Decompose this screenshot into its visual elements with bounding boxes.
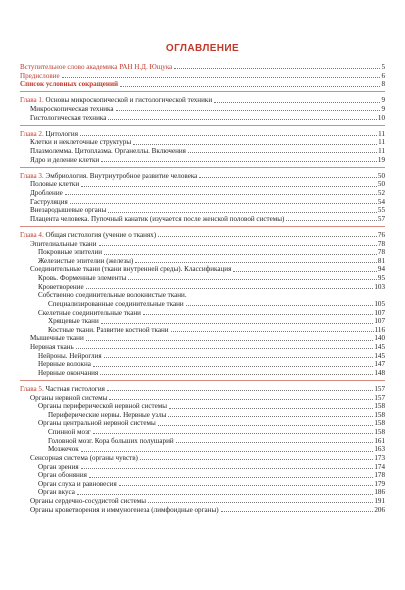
- dot-leader: [169, 408, 373, 409]
- dot-leader: [233, 271, 377, 272]
- dot-leader: [76, 348, 374, 349]
- dot-leader: [186, 305, 374, 306]
- toc-page-number: 11: [378, 138, 385, 147]
- dot-leader: [65, 194, 377, 195]
- dot-leader: [133, 144, 377, 145]
- toc-page-number: 157: [374, 393, 385, 402]
- toc-page-number: 158: [374, 410, 385, 419]
- toc-entry-title: Орган вкуса: [38, 488, 75, 497]
- dot-leader: [119, 485, 374, 486]
- toc-entry-title: Головной мозг. Кора больших полушарий: [48, 436, 174, 445]
- toc-page-number: 5: [381, 63, 385, 71]
- section-divider: [20, 380, 385, 381]
- toc-page-number: 140: [374, 334, 385, 343]
- chapter-name: Эмбриология. Внутриутробное развитие человека: [45, 171, 198, 180]
- toc-entry-title: Соединительные ткани (ткани внутренней среды). Классификация: [30, 265, 232, 274]
- toc-entry[interactable]: [30, 214, 385, 223]
- toc-entry-title: Покровные эпителии: [38, 248, 103, 257]
- toc-page-number: 186: [374, 488, 385, 497]
- dot-leader: [108, 119, 377, 120]
- dot-leader: [81, 186, 377, 187]
- toc-entry-title: Органы сердечно-сосудистой системы: [30, 497, 147, 506]
- toc-entry[interactable]: [30, 113, 385, 122]
- dot-leader: [93, 366, 373, 367]
- dot-leader: [86, 340, 374, 341]
- dot-leader: [81, 468, 374, 469]
- toc-page-number: 107: [374, 317, 385, 326]
- toc-page-number: 147: [374, 360, 385, 369]
- toc-page-number: 10: [377, 113, 385, 122]
- toc-entry-title: Микроскопическая техника: [30, 104, 114, 113]
- toc-page-number: 105: [374, 299, 385, 308]
- toc-entry-title: Гаструляция: [30, 197, 68, 206]
- toc-entry-title: Нервные волокна: [38, 360, 91, 369]
- dot-leader: [100, 374, 373, 375]
- toc-page-number: 81: [377, 256, 385, 265]
- toc-page-number: 178: [374, 471, 385, 480]
- toc-entry-title: Органы центральной нервной системы: [38, 419, 156, 428]
- dot-leader: [104, 254, 377, 255]
- dot-leader: [214, 102, 380, 103]
- toc-entry-title: Список условных сокращений: [20, 80, 119, 89]
- toc-page-number: 50: [377, 180, 385, 189]
- toc-entry-title: Нервная ткань: [30, 342, 74, 351]
- toc-page-number: 116: [374, 325, 385, 334]
- toc-entry-title: Специализированные соединительные ткани: [48, 299, 184, 308]
- chapter-label: Глава 3.: [20, 171, 44, 180]
- toc-page-number: 9: [381, 104, 385, 113]
- toc-page-number: 19: [377, 155, 385, 164]
- toc-entry-title: Кровь. Форменные элементы: [38, 274, 127, 283]
- dot-leader: [174, 68, 380, 69]
- toc-page-number: 191: [374, 497, 385, 506]
- dot-leader: [89, 477, 373, 478]
- toc-entry-title: Кроветворение: [38, 282, 84, 291]
- section-divider: [20, 167, 385, 168]
- toc-entry-title: Дробление: [30, 188, 63, 197]
- dot-leader: [101, 161, 377, 162]
- dot-leader: [120, 86, 380, 87]
- toc-page-number: 95: [377, 274, 385, 283]
- toc-page-number: 6: [381, 71, 385, 80]
- toc-page-number: 94: [377, 265, 385, 274]
- chapter-name: Основы микроскопической и гистологической техники: [45, 96, 213, 105]
- toc-page-number: 163: [374, 445, 385, 454]
- toc-page-number: 174: [374, 462, 385, 471]
- toc-entry-title: Железистые эпителии (железы): [38, 256, 134, 265]
- toc-entry-title: Органы периферической нервной системы: [38, 402, 168, 411]
- toc-entry[interactable]: [38, 368, 385, 377]
- toc-entry-title: Эпителиальные ткани: [30, 239, 97, 248]
- toc-entry-title: Орган слуха и равновесия: [38, 479, 117, 488]
- dot-leader: [108, 212, 377, 213]
- chapter-label: Глава 5.: [20, 384, 44, 393]
- toc-page-number: 57: [377, 214, 385, 223]
- dot-leader: [286, 220, 377, 221]
- toc-page-number: 11: [378, 146, 385, 155]
- toc-page-number: 173: [374, 453, 385, 462]
- toc-entry-title: Клетки и неклеточные структуры: [30, 138, 132, 147]
- toc-entry-title: Собственно соединительные волокнистые ткани.: [38, 291, 187, 300]
- chapter-name: Общая гистология (учение о тканях): [45, 230, 157, 239]
- chapter-name: Цитология: [45, 129, 78, 138]
- toc-page-number: 11: [378, 129, 385, 138]
- toc-page-number: 179: [374, 479, 385, 488]
- toc-entry-title: Мышечные ткани: [30, 334, 84, 343]
- dot-leader: [171, 331, 374, 332]
- toc-entry-title: Органы нервной системы: [30, 393, 108, 402]
- dot-leader: [158, 236, 377, 237]
- dot-leader: [101, 323, 374, 324]
- toc-page-number: 50: [377, 171, 385, 180]
- dot-leader: [109, 399, 373, 400]
- toc-page-number: 52: [377, 188, 385, 197]
- dot-leader: [199, 177, 377, 178]
- toc-entry-title: Скелетные соединительные ткани: [38, 308, 141, 317]
- dot-leader: [148, 502, 373, 503]
- toc-entry-title: Костные ткани. Развитие костной ткани: [48, 325, 169, 334]
- toc-entry-title: Внезародышевые органы: [30, 206, 107, 215]
- toc-entry-title: Гистологическая техника: [30, 113, 107, 122]
- toc-entry-title: Хрящевые ткани: [48, 317, 99, 326]
- dot-leader: [116, 110, 381, 111]
- toc-page-number: 55: [377, 206, 385, 215]
- dot-leader: [176, 442, 374, 443]
- toc-page-number: 54: [377, 197, 385, 206]
- dot-leader: [99, 245, 377, 246]
- section-divider: [20, 226, 385, 227]
- toc-entry-title: Нейроны. Нейроглия: [38, 351, 102, 360]
- toc-entry[interactable]: [30, 505, 385, 514]
- dot-leader: [80, 135, 377, 136]
- dot-leader: [143, 314, 373, 315]
- dot-leader: [128, 279, 377, 280]
- dot-leader: [81, 451, 374, 452]
- toc-entry-title: Плазмолемма. Цитоплазма. Органеллы. Включения: [30, 146, 186, 155]
- toc-page-number: 103: [374, 282, 385, 291]
- toc-page-number: 78: [377, 248, 385, 257]
- dot-leader: [135, 262, 377, 263]
- dot-leader: [62, 77, 381, 78]
- dot-leader: [188, 152, 377, 153]
- dot-leader: [168, 416, 373, 417]
- toc-entry-title: Ядро и деление клетки: [30, 155, 100, 164]
- toc-entry-title: Орган обоняния: [38, 471, 87, 480]
- toc-page-number: 9: [381, 96, 385, 105]
- toc-page-number: 206: [374, 505, 385, 514]
- toc-page-number: 8: [381, 80, 385, 89]
- section-divider: [20, 125, 385, 126]
- toc-page-number: 107: [374, 308, 385, 317]
- dot-leader: [77, 494, 373, 495]
- chapter-name: Частная гистология: [45, 384, 105, 393]
- toc-page-number: 148: [374, 368, 385, 377]
- chapter-label: Глава 4.: [20, 230, 44, 239]
- dot-leader: [93, 433, 374, 434]
- toc-entry-title: Органы кроветворения и иммуногенеза (лимфоидные органы): [30, 505, 219, 514]
- dot-leader: [221, 511, 374, 512]
- dot-leader: [104, 357, 374, 358]
- toc-entry[interactable]: [30, 155, 385, 164]
- dot-leader: [70, 203, 377, 204]
- dot-leader: [140, 459, 373, 460]
- toc-page-number: 158: [374, 419, 385, 428]
- toc-page-number: 78: [377, 239, 385, 248]
- toc-page-number: 157: [374, 384, 385, 393]
- toc-page-number: 158: [374, 402, 385, 411]
- toc-entry-title: Половые клетки: [30, 180, 80, 189]
- toc-page-number: 145: [374, 351, 385, 360]
- toc-entry-title: Предисловие: [20, 71, 60, 80]
- toc-entry-title: Вступительное слово академика РАН Н.Д. Ющука: [20, 63, 173, 71]
- dot-leader: [107, 390, 373, 391]
- page-title: ОГЛАВЛЕНИЕ: [165, 43, 240, 54]
- toc-page-number: 145: [374, 342, 385, 351]
- toc-entry-title: Нервные окончания: [38, 368, 99, 377]
- toc-entry-title: Спинной мозг: [48, 428, 91, 437]
- toc-page-number: 158: [374, 428, 385, 437]
- toc-entry-title: Орган зрения: [38, 462, 79, 471]
- toc-entry-front[interactable]: [20, 79, 385, 88]
- dot-leader: [158, 425, 374, 426]
- chapter-label: Глава 2.: [20, 129, 44, 138]
- toc-page-number: 161: [374, 436, 385, 445]
- toc-entry-title: Периферические нервы. Нервные узлы: [48, 410, 167, 419]
- toc-page-number: 76: [377, 230, 385, 239]
- chapter-label: Глава 1.: [20, 96, 44, 105]
- dot-leader: [86, 288, 374, 289]
- toc-entry-title: Плацента человека. Пупочный канатик (изучается после женской половой системы): [30, 214, 285, 223]
- section-divider: [20, 91, 385, 92]
- toc-entry-title: Мозжечок: [48, 445, 79, 454]
- toc-entry-title: Сенсорная система (органы чувств): [30, 453, 138, 462]
